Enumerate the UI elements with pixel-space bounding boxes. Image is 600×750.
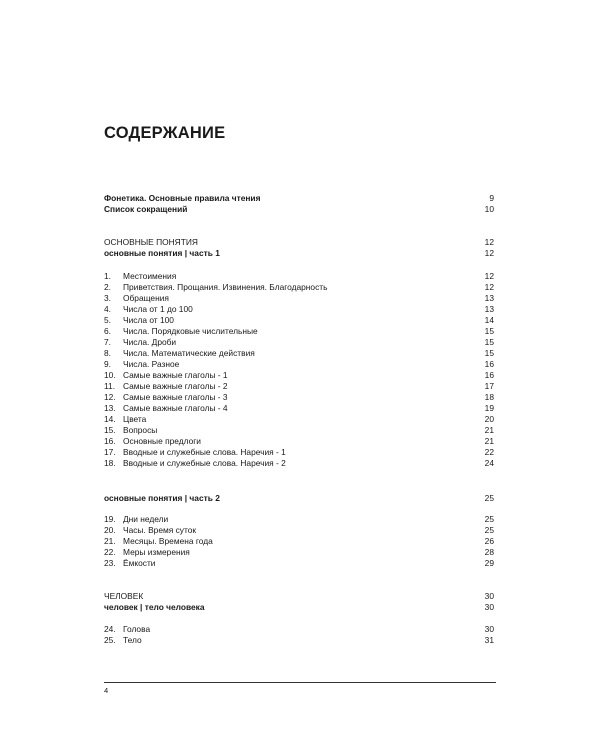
toc-text: Самые важные глаголы - 2 (123, 381, 228, 391)
toc-text: Числа. Порядковые числительные (123, 326, 258, 336)
toc-text: Вопросы (123, 425, 158, 435)
toc-row[interactable] (104, 514, 494, 525)
toc-page: 9 (489, 193, 494, 203)
toc-text: Числа. Математические действия (123, 348, 255, 358)
toc-row[interactable] (104, 315, 494, 326)
page-title: СОДЕРЖАНИЕ (104, 124, 226, 142)
toc-label (104, 525, 196, 536)
toc-label: основные понятия | часть 1 (104, 248, 220, 258)
toc-section1-items (104, 271, 494, 469)
toc-text: Часы. Время суток (123, 525, 197, 535)
toc-text: Приветствия. Прощания. Извинения. Благодарность (123, 282, 328, 292)
toc-row[interactable] (104, 436, 494, 447)
toc-label (104, 282, 327, 293)
toc-row[interactable] (104, 337, 494, 348)
toc-page: 25 (484, 525, 494, 535)
toc-text: Самые важные глаголы - 1 (123, 370, 228, 380)
toc-label (104, 547, 190, 558)
toc-label (104, 359, 179, 370)
toc-label (104, 447, 286, 458)
toc-row[interactable] (104, 447, 494, 458)
toc-label (104, 536, 213, 547)
toc-row[interactable] (104, 326, 494, 337)
toc-number: 10. (104, 370, 116, 380)
toc-text: Основные предлоги (123, 436, 201, 446)
toc-number: 8. (104, 348, 111, 358)
toc-text: Голова (123, 624, 151, 634)
toc-page: 12 (484, 271, 494, 281)
toc-page: 26 (484, 536, 494, 546)
toc-row[interactable] (104, 547, 494, 558)
toc-text: Числа от 100 (123, 315, 174, 325)
toc-section1-heading (104, 237, 494, 259)
toc-number: 4. (104, 304, 111, 314)
toc-text: Месяцы. Времена года (123, 536, 213, 546)
toc-label (104, 348, 255, 359)
toc-row[interactable] (104, 458, 494, 469)
toc-text: Вводные и служебные слова. Наречия - 1 (123, 447, 286, 457)
toc-row[interactable] (104, 370, 494, 381)
toc-text: Числа. Дроби (123, 337, 177, 347)
toc-text: Тело (123, 635, 142, 645)
toc-label: человек | тело человека (104, 602, 205, 612)
toc-label (104, 558, 155, 569)
toc-number: 15. (104, 425, 116, 435)
toc-row[interactable] (104, 525, 494, 536)
toc-page: 28 (484, 547, 494, 557)
toc-row[interactable] (104, 414, 494, 425)
toc-page: 12 (484, 248, 494, 258)
toc-page: 13 (484, 293, 494, 303)
toc-row[interactable] (104, 635, 494, 646)
toc-label (104, 624, 150, 635)
toc-label: ЧЕЛОВЕК (104, 591, 144, 601)
toc-page: 14 (484, 315, 494, 325)
toc-section2-heading (104, 493, 494, 504)
toc-row[interactable] (104, 591, 494, 602)
toc-section2-items (104, 514, 494, 569)
toc-page: 12 (484, 282, 494, 292)
toc-label (104, 304, 193, 315)
toc-label (104, 436, 201, 447)
toc-label (104, 425, 157, 436)
toc-page: 13 (484, 304, 494, 314)
toc-page: 25 (484, 514, 494, 524)
toc-page: 25 (484, 493, 494, 503)
toc-page: 21 (484, 425, 494, 435)
toc-page: 30 (484, 624, 494, 634)
toc-number: 9. (104, 359, 111, 369)
toc-page: 30 (484, 591, 494, 601)
toc-number: 20. (104, 525, 116, 535)
toc-intro (104, 193, 494, 215)
toc-text: Самые важные глаголы - 3 (123, 392, 228, 402)
toc-section3-items (104, 624, 494, 646)
toc-row[interactable] (104, 493, 494, 504)
toc-page: 30 (484, 602, 494, 612)
toc-row[interactable] (104, 248, 494, 259)
toc-text: Цвета (123, 414, 147, 424)
toc-page: 15 (484, 337, 494, 347)
toc-number: 21. (104, 536, 116, 546)
toc-number: 13. (104, 403, 116, 413)
toc-number: 5. (104, 315, 111, 325)
toc-label: Фонетика. Основные правила чтения (104, 193, 261, 203)
toc-label (104, 315, 174, 326)
toc-label (104, 635, 142, 646)
toc-row[interactable] (104, 359, 494, 370)
toc-row[interactable] (104, 293, 494, 304)
toc-number: 24. (104, 624, 116, 634)
toc-text: Числа от 1 до 100 (123, 304, 193, 314)
toc-label (104, 326, 258, 337)
toc-page: 24 (484, 458, 494, 468)
toc-number: 1. (104, 271, 111, 281)
toc-label (104, 403, 228, 414)
toc-section3-heading (104, 591, 494, 613)
toc-label (104, 337, 176, 348)
toc-page: 20 (484, 414, 494, 424)
toc-page: 12 (484, 237, 494, 247)
toc-label (104, 392, 228, 403)
toc-page: 17 (484, 381, 494, 391)
toc-text: Вводные и служебные слова. Наречия - 2 (123, 458, 286, 468)
toc-row[interactable] (104, 392, 494, 403)
toc-text: Меры измерения (123, 547, 190, 557)
toc-number: 11. (104, 381, 116, 391)
toc-page: 18 (484, 392, 494, 402)
toc-number: 25. (104, 635, 116, 645)
toc-row[interactable] (104, 204, 494, 215)
toc-page: 31 (484, 635, 494, 645)
toc-row[interactable] (104, 425, 494, 436)
toc-text: Дни недели (123, 514, 169, 524)
toc-page: 22 (484, 447, 494, 457)
toc-label (104, 414, 146, 425)
toc-number: 2. (104, 282, 111, 292)
toc-page: 19 (484, 403, 494, 413)
toc-number: 18. (104, 458, 116, 468)
toc-page: 15 (484, 326, 494, 336)
toc-number: 22. (104, 547, 116, 557)
toc-row[interactable] (104, 602, 494, 613)
toc-page: 29 (484, 558, 494, 568)
toc-row[interactable] (104, 348, 494, 359)
toc-label: Список сокращений (104, 204, 188, 214)
toc-row[interactable] (104, 282, 494, 293)
toc-text: Обращения (123, 293, 169, 303)
toc-label (104, 293, 169, 304)
page-number: 4 (104, 686, 109, 695)
toc-row[interactable] (104, 558, 494, 569)
toc-row[interactable] (104, 536, 494, 547)
toc-number: 17. (104, 447, 116, 457)
toc-number: 19. (104, 514, 116, 524)
toc-page: 16 (484, 370, 494, 380)
toc-label (104, 370, 228, 381)
toc-label (104, 381, 228, 392)
toc-label: ОСНОВНЫЕ ПОНЯТИЯ (104, 237, 198, 247)
toc-row[interactable] (104, 237, 494, 248)
toc-page: 16 (484, 359, 494, 369)
toc-text: Местоимения (123, 271, 177, 281)
toc-label (104, 271, 176, 282)
toc-row[interactable] (104, 624, 494, 635)
toc-number: 12. (104, 392, 116, 402)
toc-text: Ёмкости (123, 558, 156, 568)
toc-row[interactable] (104, 403, 494, 414)
toc-row[interactable] (104, 271, 494, 282)
toc-text: Самые важные глаголы - 4 (123, 403, 228, 413)
toc-label: основные понятия | часть 2 (104, 493, 220, 503)
toc-page: 10 (484, 204, 494, 214)
footer-divider (104, 682, 496, 683)
toc-number: 16. (104, 436, 116, 446)
toc-row[interactable] (104, 193, 494, 204)
toc-page: 15 (484, 348, 494, 358)
toc-label (104, 514, 168, 525)
toc-row[interactable] (104, 381, 494, 392)
toc-row[interactable] (104, 304, 494, 315)
toc-number: 6. (104, 326, 111, 336)
toc-text: Числа. Разное (123, 359, 180, 369)
toc-number: 7. (104, 337, 111, 347)
toc-page: 21 (484, 436, 494, 446)
toc-number: 14. (104, 414, 116, 424)
toc-label (104, 458, 286, 469)
toc-number: 23. (104, 558, 116, 568)
toc-number: 3. (104, 293, 111, 303)
